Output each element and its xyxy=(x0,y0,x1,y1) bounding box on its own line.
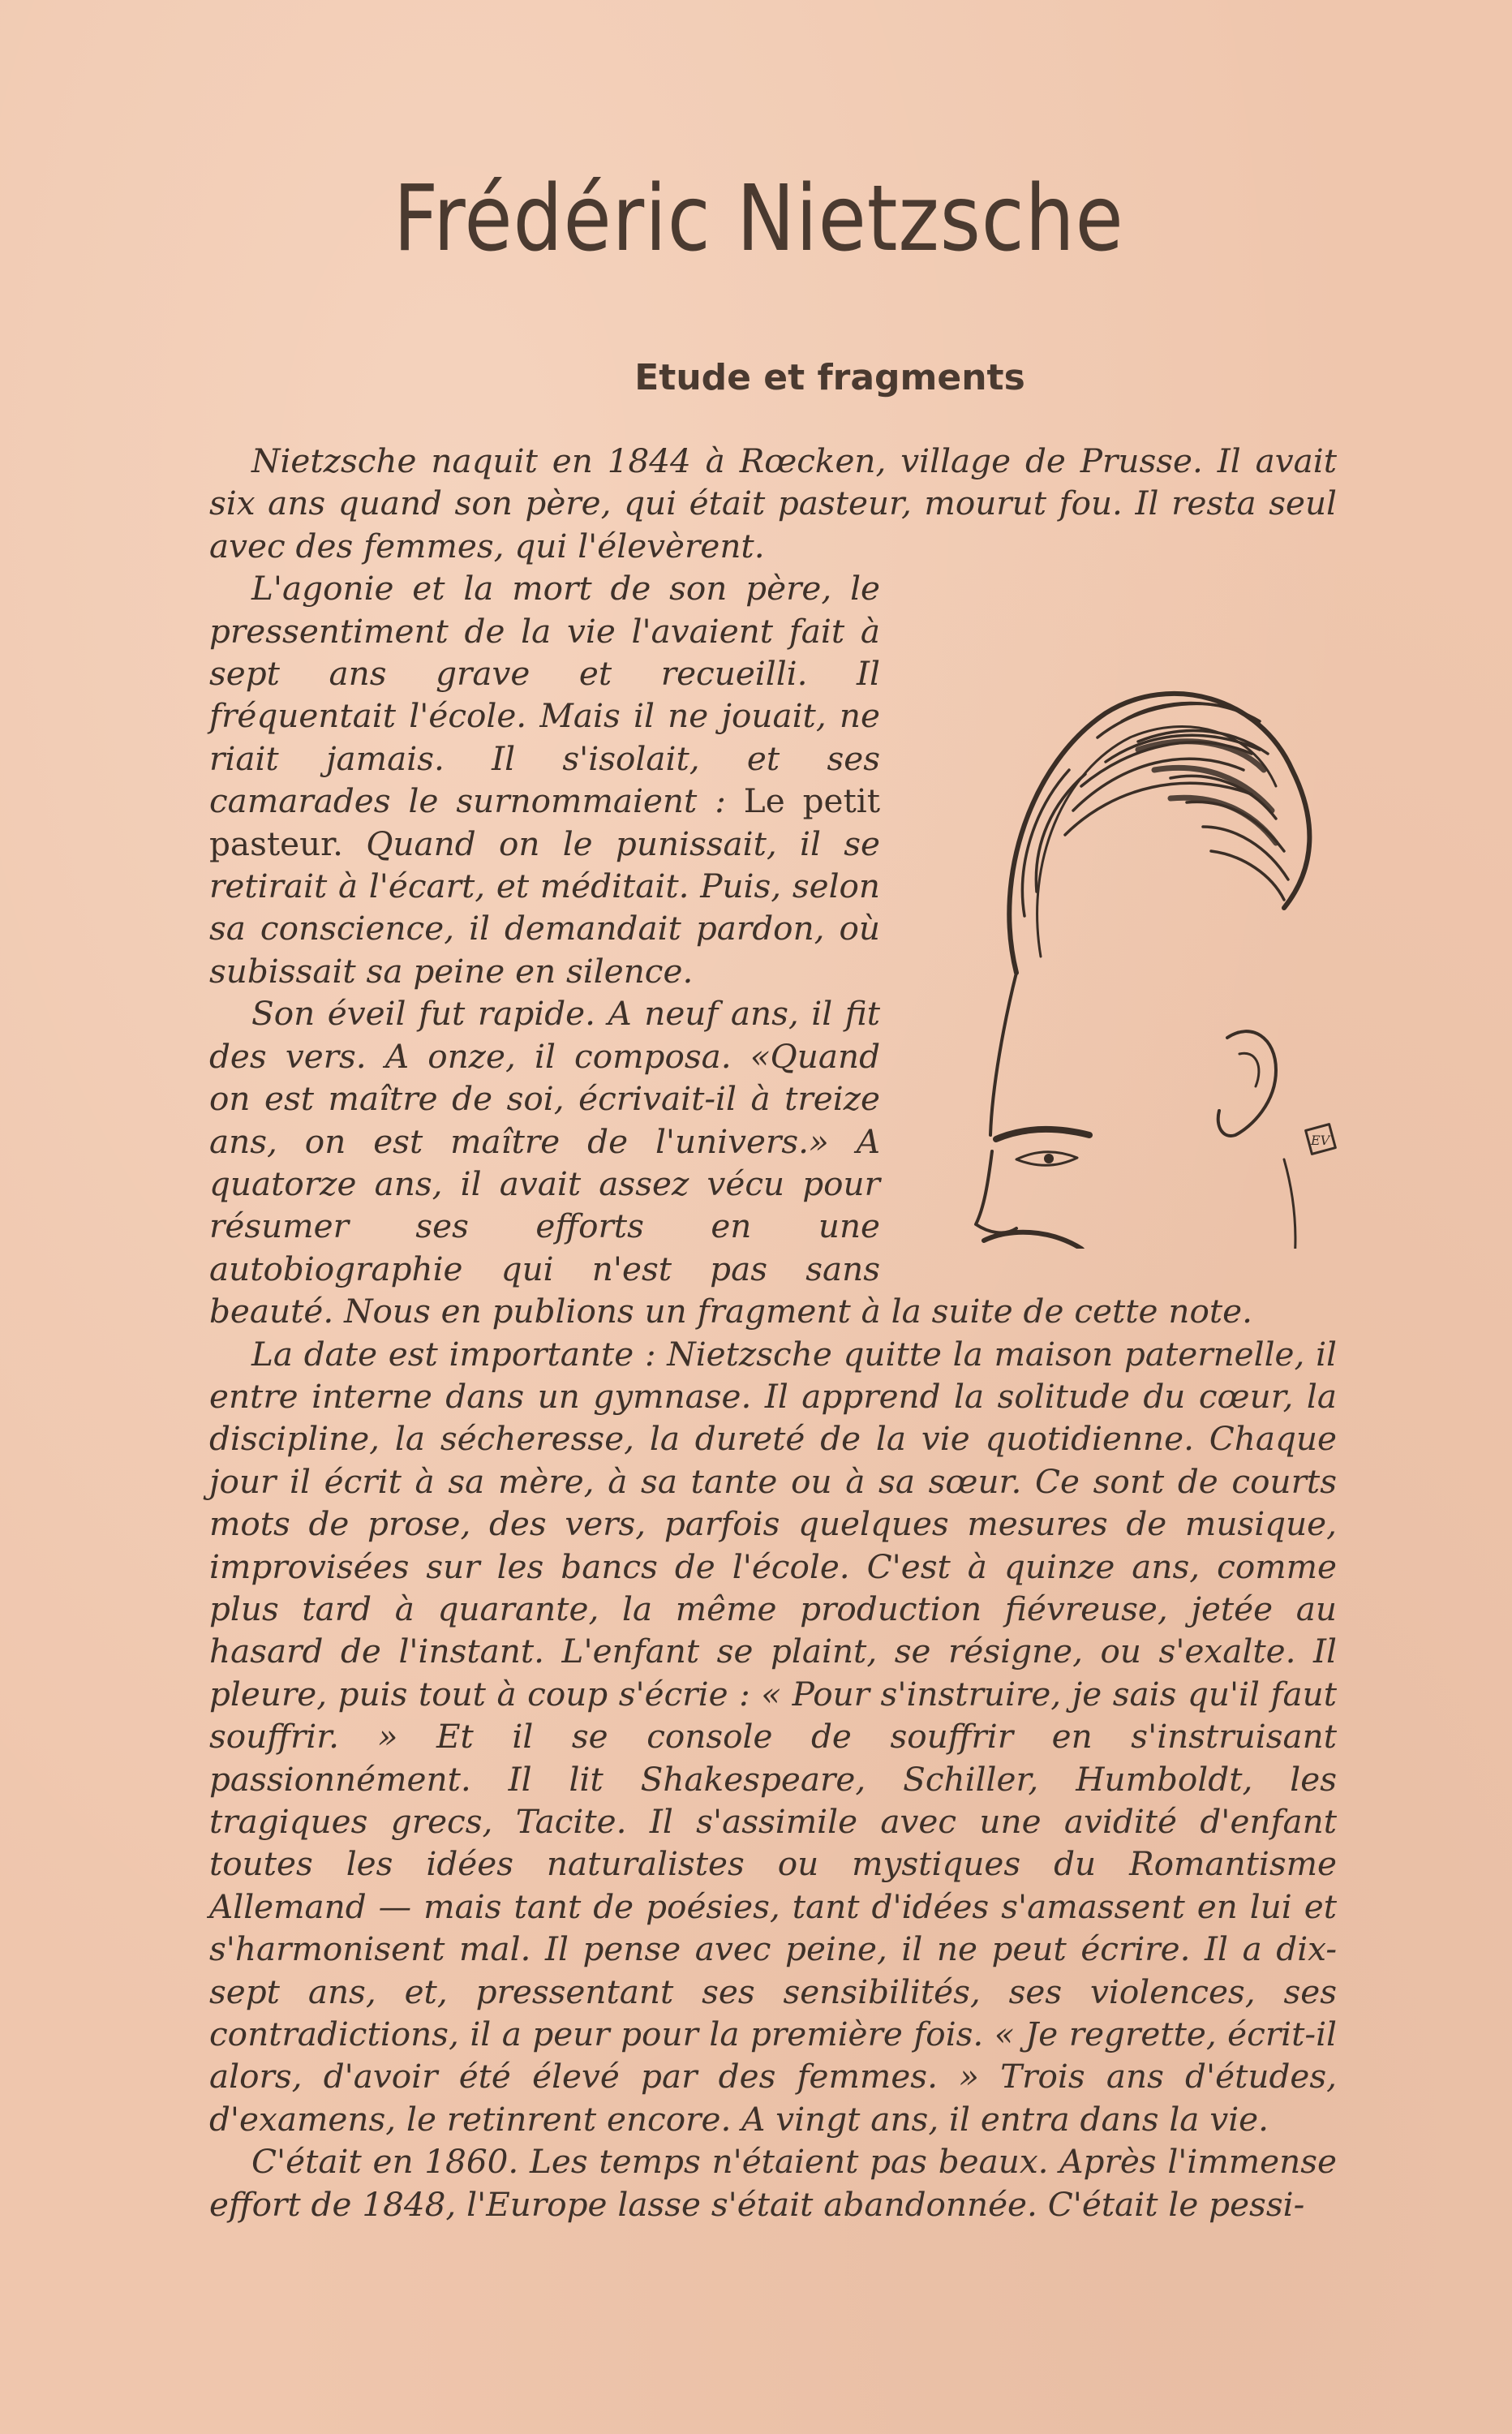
paragraph-2-part-b: Quand on le punissait, il se retirait à l'écart, et méditait. Puis, selon sa conscience, il demandait pardon, où subissait sa peine en silence. xyxy=(209,824,880,991)
article-body xyxy=(209,440,1337,2225)
page-subtitle: Etude et fragments xyxy=(634,357,1025,398)
paragraph-5: C'était en 1860. Les temps n'étaient pas beaux. Après l'immense effort de 1848, l'Europe lasse s'était abandonnée. C'était le pessi- xyxy=(209,2142,1337,2224)
paragraph-3: Son éveil fut rapide. A neuf ans, il fit des vers. A onze, il composa. «Quand on est maître de soi, écrivait-il à treize ans, on est maître de l'univers.» A quatorze ans, il avait assez vécu pour résumer ses efforts en une autobiographie qui n'est pas sans beauté. Nous en publions un fragment à la suite de cette note. xyxy=(209,994,1252,1331)
portrait-illustration xyxy=(895,567,1337,1249)
monogram-label: EV xyxy=(1311,1133,1330,1149)
page-title: Frédéric Nietzsche xyxy=(393,166,1124,272)
nickname-text: Le petit pasteur. xyxy=(209,781,880,863)
paragraph-1: Nietzsche naquit en 1844 à Rœcken, village de Prusse. Il avait six ans quand son père, qui était pasteur, mourut fou. Il resta seul avec des femmes, qui l'élevèrent. xyxy=(209,441,1337,565)
portrait-sketch xyxy=(895,567,1337,1249)
paragraph-4: La date est importante : Nietzsche quitte la maison paternelle, il entre interne dans un gymnase. Il apprend la solitude du cœur, la discipline, la sécheresse, la dureté de la vie quotidienne. Chaque jour il écrit à sa mère, à sa tante ou à sa sœur. Ce sont de courts mots de prose, des vers, parfois quelques mesures de musique, improvisées sur les bancs de l'école. C'est à quinze ans, comme plus tard à quarante, la même production fiévreuse, jetée au hasard de l'instant. L'enfant se plaint, se résigne, ou s'exalte. Il pleure, puis tout à coup s'écrie : « Pour s'instruire, je sais qu'il faut souffrir. » Et il se console de souffrir en s'instruisant passionnément. Il lit Shakespeare, Schiller, Humboldt, les tragiques grecs, Tacite. Il s'assimile avec une avidité d'enfant toutes les idées naturalistes ou mystiques du Romantisme Allemand — mais tant de poésies, tant d'idées s'amassent en lui et s'harmonisent mal. Il pense avec peine, il ne peut écrire. Il a dix-sept ans, et, pressentant ses sensibilités, ses violences, ses contradictions, il a peur pour la première fois. « Je regrette, écrit-il alors, d'avoir été élevé par des femmes. » Trois ans d'études, d'examens, le retinrent encore. A vingt ans, il entra dans la vie. xyxy=(209,1334,1337,2139)
paragraph-2-part-a: L'agonie et la mort de son père, le pressentiment de la vie l'avaient fait à sept ans grave et recueilli. Il fréquentait l'école. Mais il ne jouait, ne riait jamais. Il s'isolait, et ses camarades le surnommaient : xyxy=(209,569,880,821)
